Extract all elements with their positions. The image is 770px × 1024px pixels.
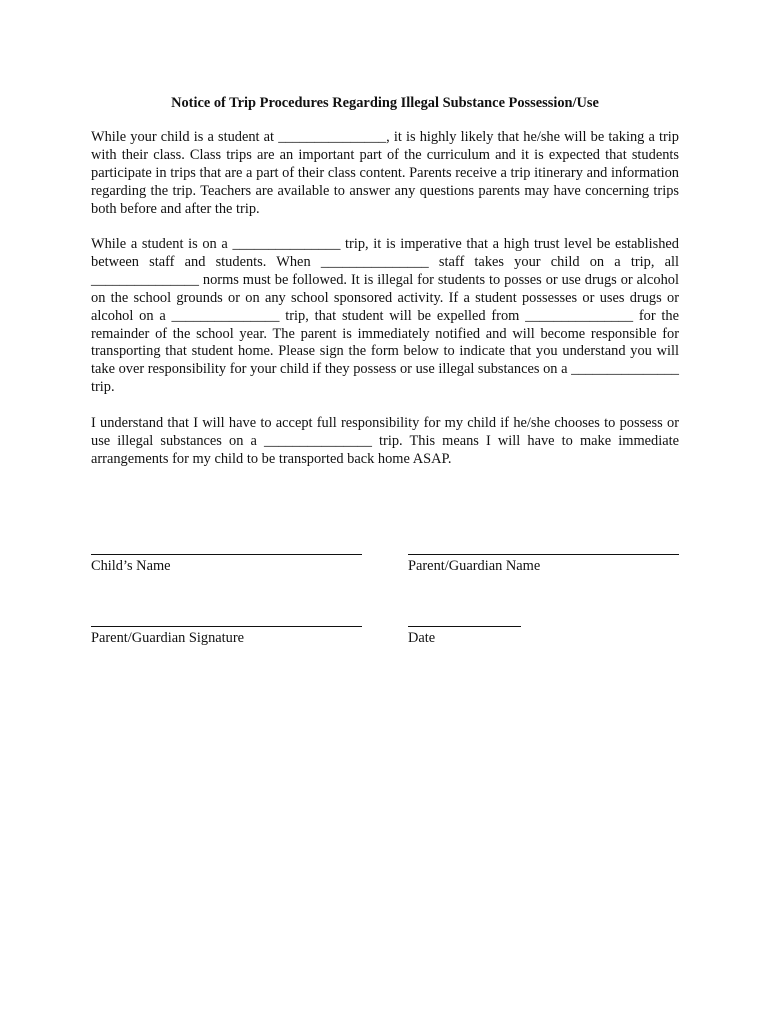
date-line[interactable] xyxy=(408,626,521,627)
parent-guardian-signature-line[interactable] xyxy=(91,626,362,627)
parent-guardian-signature-label: Parent/Guardian Signature xyxy=(91,630,245,646)
paragraph-parent-acknowledgement: I understand that I will have to accept full responsibility for my child if he/she chooses to possess or use illegal substances on a _______________ trip. This means I will have to make immediate arrangements for my child to be transported back home ASAP. xyxy=(91,415,679,467)
paragraph-trip-rules: While a student is on a _______________ trip, it is imperative that a high trust level be established between staff and students. When _______________ staff takes your child on a trip, all _______________ norms must be followed. It is illegal for students to posses or use drugs or alcohol on the school grounds or on any school sponsored activity. If a student possesses or uses drugs or alcohol on a _______________ trip, that student will be expelled from _______________ for the remainder of the school year. The parent is immediately notified and will become responsible for transporting that student home. Please sign the form below to indicate that you understand you will take over responsibility for your child if they possess or use illegal substances on a _______________ trip. xyxy=(91,236,679,396)
date-label: Date xyxy=(408,630,436,646)
childs-name-label: Child’s Name xyxy=(91,558,171,574)
parent-guardian-name-line[interactable] xyxy=(408,554,679,555)
parent-guardian-name-label: Parent/Guardian Name xyxy=(408,558,541,574)
childs-name-line[interactable] xyxy=(91,554,362,555)
document-title: Notice of Trip Procedures Regarding Illegal Substance Possession/Use xyxy=(171,95,599,111)
paragraph-trip-intro: While your child is a student at _______________, it is highly likely that he/she will be taking a trip with their class. Class trips are an important part of the curriculum and it is expected that students participate in trips that are a part of their class content. Parents receive a trip itinerary and information regarding the trip. Teachers are available to answer any questions parents may have concerning trips both before and after the trip. xyxy=(91,129,679,217)
